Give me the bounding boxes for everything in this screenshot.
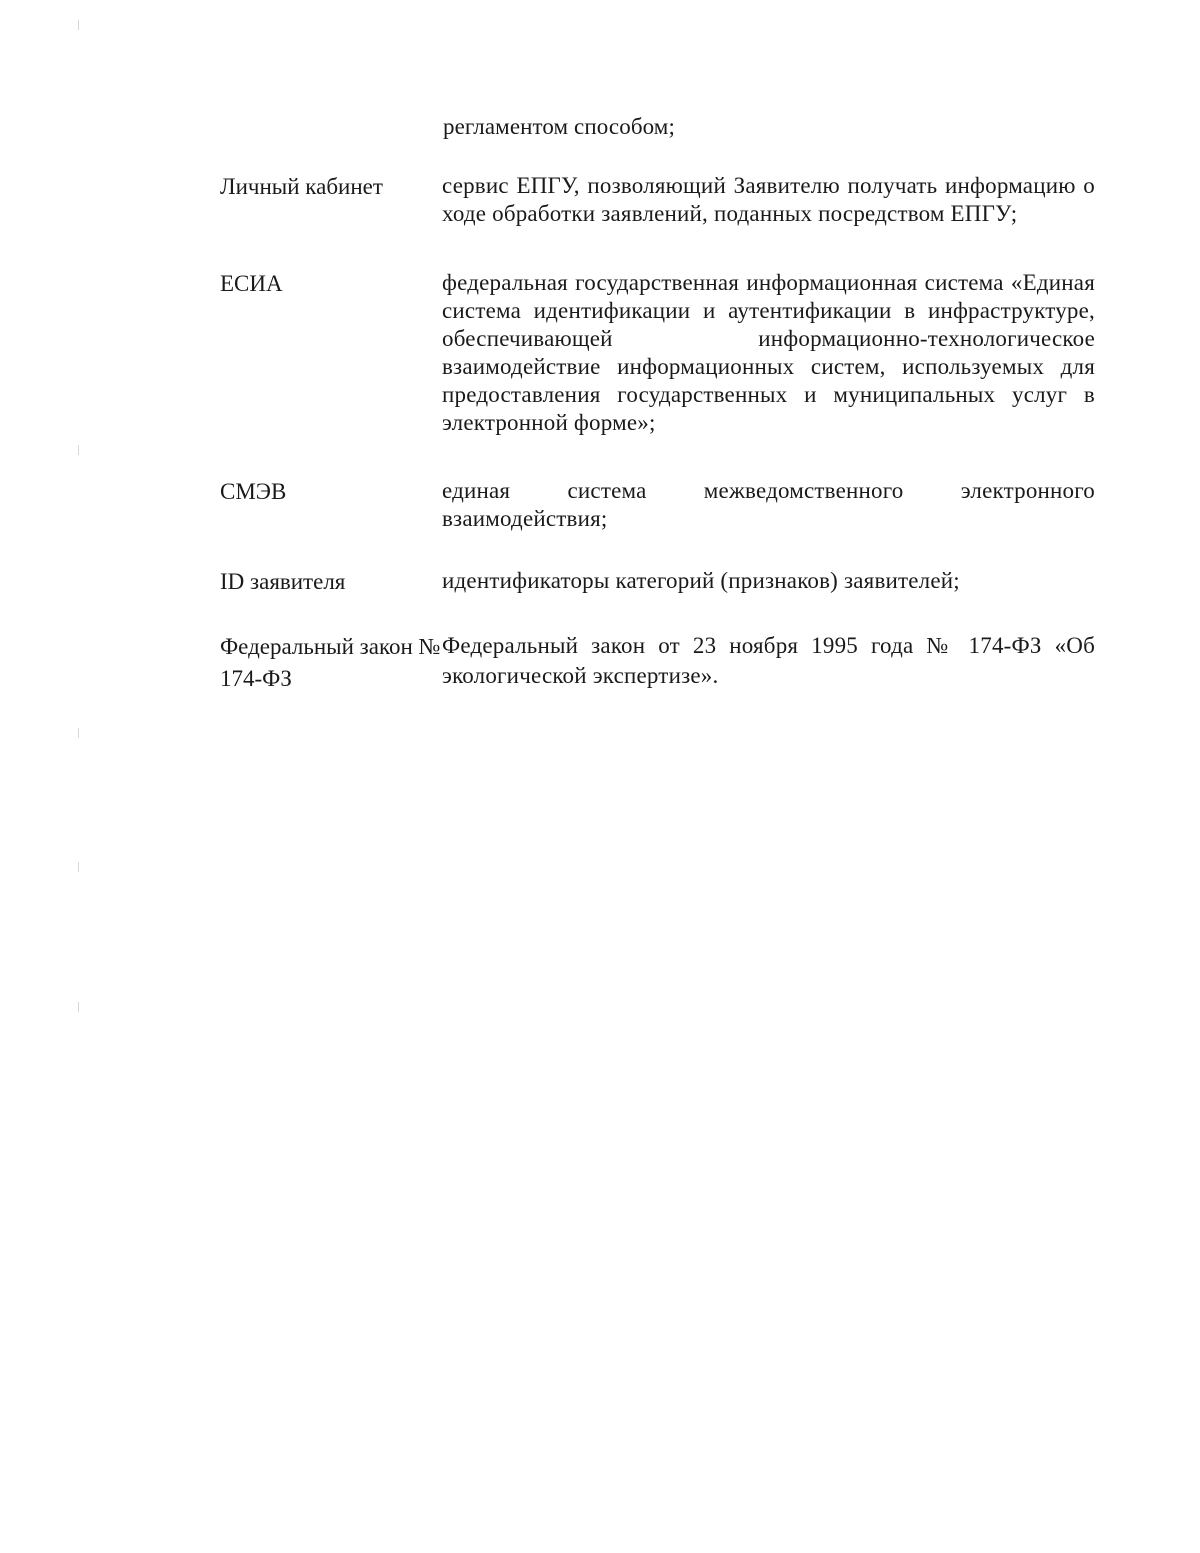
term-definition: единая система межведомственного электронного взаимодействия; bbox=[442, 478, 1095, 531]
term-row-federal-law bbox=[220, 631, 1095, 695]
term-label: Федеральный закон № 174-ФЗ bbox=[220, 634, 441, 691]
term-definition: идентификаторы категорий (признаков) заявителей; bbox=[442, 568, 960, 593]
scan-artifact bbox=[78, 445, 79, 455]
scan-artifact bbox=[78, 20, 79, 30]
terms-list bbox=[220, 172, 1095, 695]
term-definition: сервис ЕПГУ, позволяющий Заявителю получать информацию о ходе обработки заявлений, поданных посредством ЕПГУ; bbox=[442, 173, 1095, 226]
term-label: СМЭВ bbox=[220, 479, 287, 504]
term-row-applicant-id bbox=[220, 567, 1095, 596]
term-row-personal-account bbox=[220, 172, 1095, 228]
term-row-smev bbox=[220, 477, 1095, 533]
continuation-text: регламентом способом; bbox=[443, 114, 675, 139]
term-label: ЕСИА bbox=[220, 271, 283, 296]
scan-artifact bbox=[78, 862, 79, 872]
term-label: Личный кабинет bbox=[220, 174, 383, 199]
term-definition: федеральная государственная информационная система «Единая система идентификации и аутентификации в инфраструктуре, обеспечивающей информационно-технологическое взаимодействие информационных систем, используемых для предоставления государственных и муниципальных услуг в электронной форме»; bbox=[442, 270, 1095, 435]
term-definition: Федеральный закон от 23 ноября 1995 года № 174-ФЗ «Об экологической экспертизе». bbox=[442, 633, 1095, 688]
scan-artifact bbox=[78, 728, 79, 738]
term-label: ID заявителя bbox=[220, 569, 346, 594]
term-row-esia bbox=[220, 269, 1095, 437]
scan-artifact bbox=[78, 1002, 79, 1012]
